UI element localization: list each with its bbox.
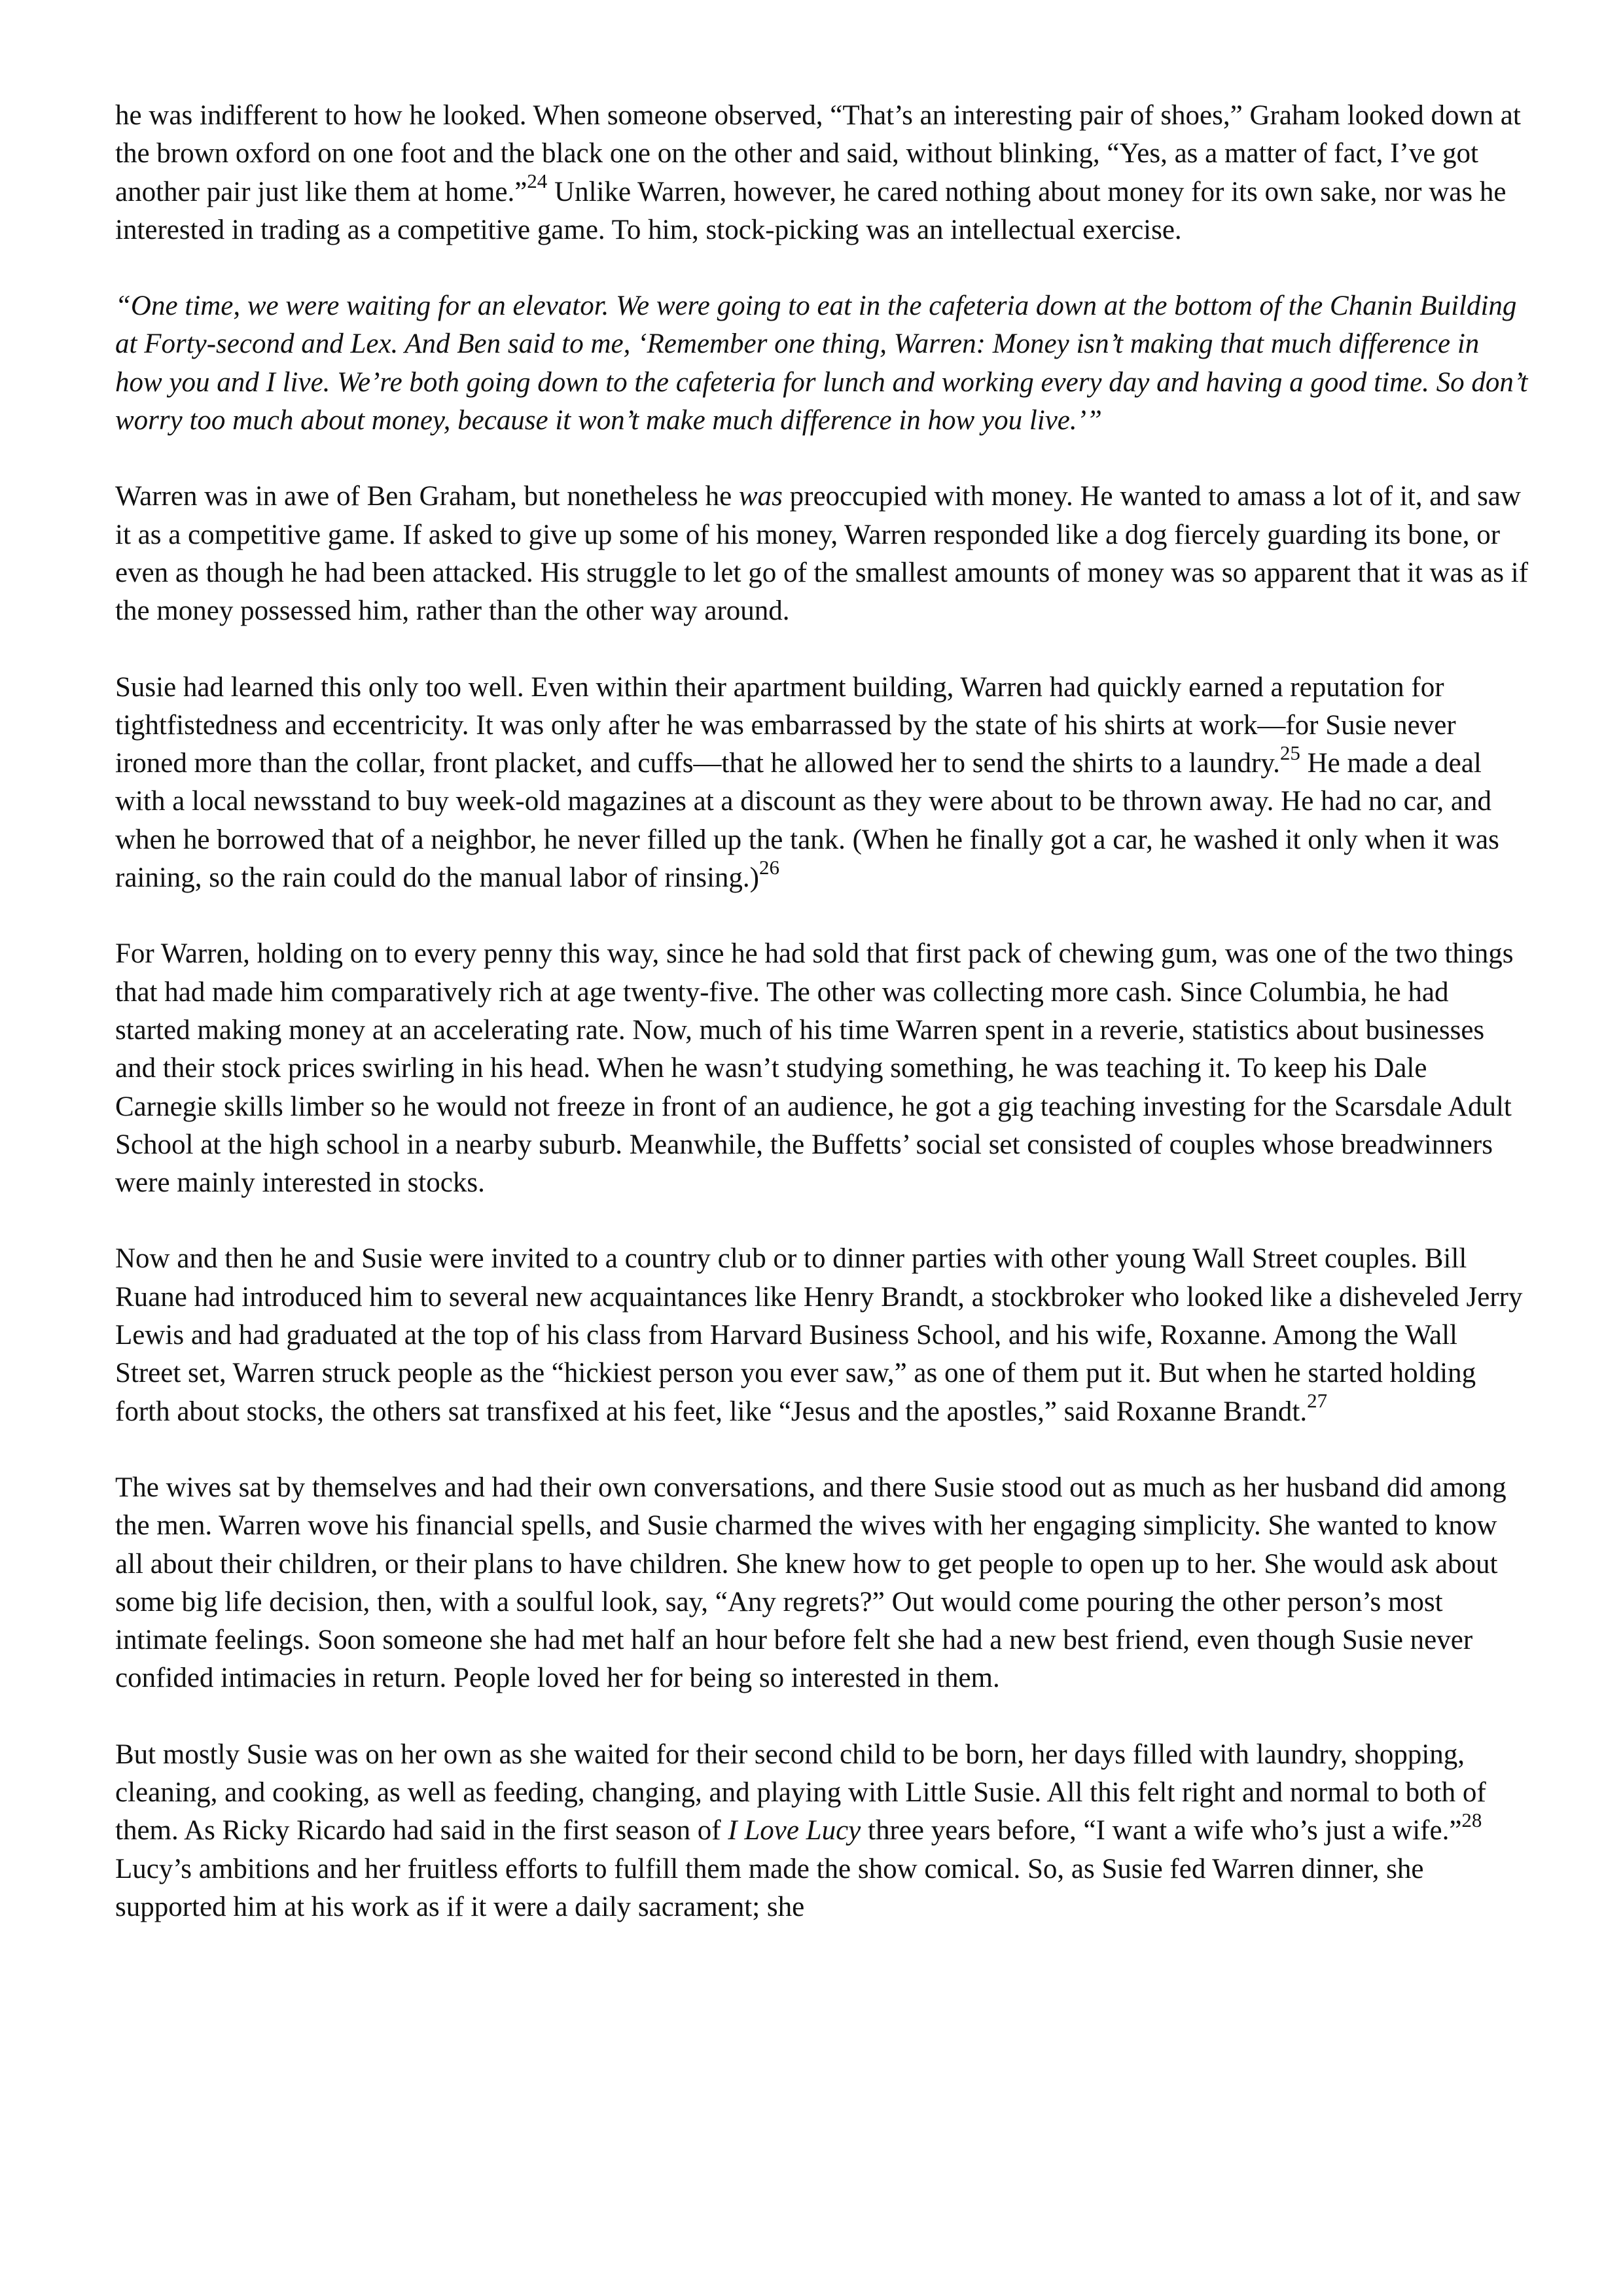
text-run: Lucy’s ambitions and her fruitless efforts to fulfill them made the show comical. So, as Susie fed Warren dinner, she supported him at his work as if it were a daily sacrament; she [115,1853,1424,1922]
emphasis-text: I Love Lucy [728,1815,861,1846]
text-run: Warren was in awe of Ben Graham, but nonetheless he [115,481,739,512]
block-quote [115,287,1529,440]
footnote-ref: 24 [527,169,548,193]
text-run: But mostly Susie was on her own as she waited for their second child to be born, her days filled with laundry, shopping, cleaning, and cooking, as well as feeding, changing, and playing with Little Susie. All this felt right and normal to both of them. As Ricky Ricardo had said in the first season of [115,1739,1486,1846]
body-paragraph [115,478,1529,630]
text-run: Susie had learned this only too well. Even within their apartment building, Warren had quickly earned a reputation for tightfistedness and eccentricity. It was only after he was embarrassed by the state of his shirts at work—for Susie never ironed more than the collar, front placket, and cuffs—that he allowed her to send the shirts to a laundry. [115,671,1456,779]
footnote-ref: 28 [1461,1808,1482,1831]
body-paragraph [115,935,1529,1202]
body-paragraph [115,1469,1529,1698]
emphasis-text: was [738,481,783,512]
footnote-ref: 26 [758,855,779,879]
text-run: The wives sat by themselves and had their own conversations, and there Susie stood out as much as her husband did among the men. Warren wove his financial spells, and Susie charmed the wives with her engaging simplicity. She wanted to know all about their children, or their plans to have children. She knew how to get people to open up to her. She would ask about some big life decision, then, with a soulful look, say, “Any regrets?” Out would come pouring the other person’s most intimate feelings. Soon someone she had met half an hour before felt she had a new best friend, even though Susie never confided intimacies in return. People loved her for being so interested in them. [115,1472,1507,1694]
body-paragraph [115,669,1529,898]
text-run: Now and then he and Susie were invited to a country club or to dinner parties with other young Wall Street couples. Bill Ruane had introduced him to several new acquaintances like Henry Brandt, a stockbroker who looked like a disheveled Jerry Lewis and had graduated at the top of his class from Harvard Business School, and his wife, Roxanne. Among the Wall Street set, Warren struck people as the “hickiest person you ever saw,” as one of them put it. But when he started holding forth about stocks, the others sat transfixed at his feet, like “Jesus and the apostles,” said Roxanne Brandt. [115,1243,1523,1427]
footnote-ref: 27 [1307,1389,1328,1413]
document-page [115,97,1529,1964]
body-paragraph [115,1736,1529,1926]
text-run: Unlike Warren, however, he cared nothing about money for its own sake, nor was he interested in trading as a competitive game. To him, stock-picking was an intellectual exercise. [115,176,1507,245]
body-paragraph [115,1240,1529,1430]
footnote-ref: 25 [1279,741,1300,764]
text-run: he was indifferent to how he looked. When someone observed, “That’s an interesting pair of shoes,” Graham looked down at the brown oxford on one foot and the black one on the other and said, without blinking, “Yes, as a matter of fact, I’ve got another pair just like them at home.” [115,100,1521,207]
text-run: three years before, “I want a wife who’s just a wife.” [861,1815,1462,1846]
text-run: “One time, we were waiting for an elevator. We were going to eat in the cafeteria down at the bottom of the Chanin Building at Forty-second and Lex. And Ben said to me, ‘Remember one thing, Warren: Money isn’t making that much difference in how you and I live. We’re both going down to the cafeteria for lunch and working every day and having a good time. So don’t worry too much about money, because it won’t make much difference in how you live.’” [115,291,1528,436]
text-run: For Warren, holding on to every penny this way, since he had sold that first pack of chewing gum, was one of the two things that had made him comparatively rich at age twenty-five. The other was collecting more cash. Since Columbia, he had started making money at an accelerating rate. Now, much of his time Warren spent in a reverie, statistics about businesses and their stock prices swirling in his head. When he wasn’t studying something, he was teaching it. To keep his Dale Carnegie skills limber so he would not freeze in front of an audience, he got a gig teaching investing for the Scarsdale Adult School at the high school in a nearby suburb. Meanwhile, the Buffetts’ social set consisted of couples whose breadwinners were mainly interested in stocks. [115,938,1514,1199]
text-run: He made a deal with a local newsstand to buy week-old magazines at a discount as they were about to be thrown away. He had no car, and when he borrowed that of a neighbor, he never filled up the tank. (When he finally got a car, he washed it only when it was raining, so the rain could do the manual labor of rinsing.) [115,748,1499,894]
body-paragraph [115,97,1529,249]
text-run: preoccupied with money. He wanted to amass a lot of it, and saw it as a competitive game. If asked to give up some of his money, Warren responded like a dog fiercely guarding its bone, or even as though he had been attacked. His struggle to let go of the smallest amounts of money was so apparent that it was as if the money possessed him, rather than the other way around. [115,481,1529,627]
